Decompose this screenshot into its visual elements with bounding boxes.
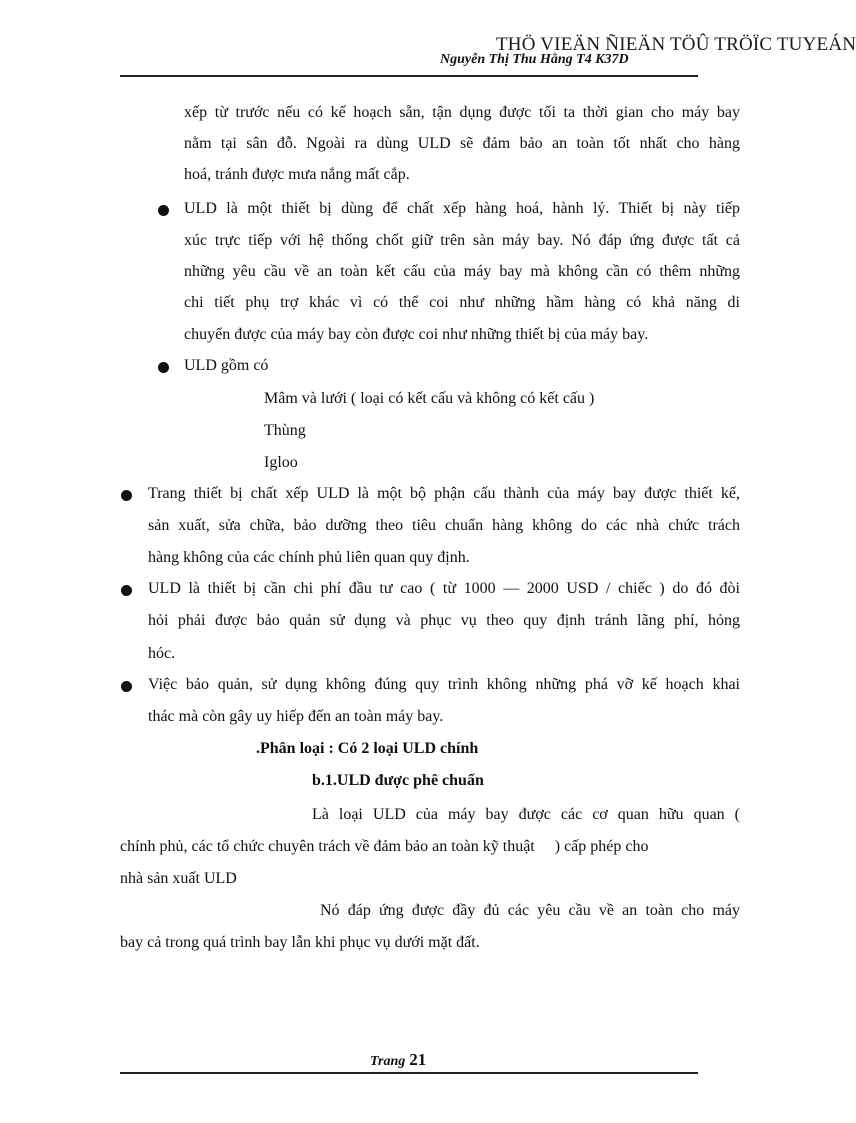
p7-line-3: nhà sản xuất ULD xyxy=(120,870,237,887)
header-author: Nguyễn Thị Thu Hằng T4 K37D xyxy=(440,52,629,67)
p3-line: ULD gồm có xyxy=(184,357,269,374)
p8-line-1: Nó đáp ứng được đầy đủ các yêu cầu về an toàn cho máy xyxy=(320,902,740,919)
p7-line-1: Là loại ULD của máy bay được các cơ quan hữu quan ( xyxy=(312,806,740,823)
footer-rule xyxy=(120,1072,698,1074)
p1-line-3: hoá, tránh được mưa nắng mất cắp. xyxy=(184,166,410,183)
p2-line-2: xúc trực tiếp với hệ thống chốt giữ trên sàn máy bay. Nó đáp ứng được tất cả xyxy=(184,232,740,249)
p3-item-3: Igloo xyxy=(264,454,298,471)
bullet-icon xyxy=(158,205,169,216)
page-footer xyxy=(370,1050,426,1070)
p6-line-1: Việc bảo quản, sử dụng không đúng quy trình không những phá vỡ kế hoạch khai xyxy=(148,676,740,693)
p1-line-2: nằm tại sân đỗ. Ngoài ra dùng ULD sẽ đảm bảo an toàn tốt nhất cho hàng xyxy=(184,135,740,152)
bullet-icon xyxy=(121,490,132,501)
p4-line-1: Trang thiết bị chất xếp ULD là một bộ phận cấu thành của máy bay được thiết kế, xyxy=(148,485,740,502)
p2-line-4: chi tiết phụ trợ khác vì có thể coi như những hầm hàng có khả năng di xyxy=(184,294,740,311)
p3-item-1: Mâm và lưới ( loại có kết cấu và không có kết cấu ) xyxy=(264,390,595,407)
p5-line-2: hỏi phải được bảo quản sử dụng và phục vụ theo quy định tránh lãng phí, hỏng xyxy=(148,612,740,629)
p3-item-2: Thùng xyxy=(264,422,306,439)
page-number: 21 xyxy=(409,1050,427,1069)
p2-line-3: những yêu cầu về an toàn kết cấu của máy bay mà không cần có thêm những xyxy=(184,263,740,280)
p4-line-3: hàng không của các chính phủ liên quan quy định. xyxy=(148,549,470,566)
p7-line-2: chính phủ, các tổ chức chuyên trách về đảm bảo an toàn kỹ thuật ) cấp phép cho xyxy=(120,838,649,855)
p5-line-1: ULD là thiết bị cần chi phí đầu tư cao ( từ 1000 — 2000 USD / chiếc ) do đó đòi xyxy=(148,580,740,597)
bullet-icon xyxy=(121,681,132,692)
bullet-icon xyxy=(158,362,169,373)
p4-line-2: sản xuất, sửa chữa, bảo dưỡng theo tiêu chuẩn hàng không do các nhà chức trách xyxy=(148,517,740,534)
header-watermark: THÖ VIEÄN ÑIEÄN TÖÛ TRÖÏC TUYEÁN xyxy=(496,34,856,55)
p1-line-1: xếp từ trước nếu có kế hoạch sẵn, tận dụng được tối ta thời gian cho máy bay xyxy=(184,104,740,121)
bullet-icon xyxy=(121,585,132,596)
section-heading: .Phân loại : Có 2 loại ULD chính xyxy=(256,740,479,757)
subsection-heading: b.1.ULD được phê chuẩn xyxy=(312,772,484,789)
p5-line-3: hóc. xyxy=(148,645,176,662)
p2-line-5: chuyển được của máy bay còn được coi như những thiết bị của máy bay. xyxy=(184,326,649,343)
p6-line-2: thác mà còn gây uy hiếp đến an toàn máy bay. xyxy=(148,708,444,725)
header-rule xyxy=(120,75,698,77)
page-label: Trang xyxy=(370,1054,406,1069)
p2-line-1: ULD là một thiết bị dùng để chất xếp hàng hoá, hành lý. Thiết bị này tiếp xyxy=(184,200,740,217)
p8-line-2: bay cả trong quá trình bay lẫn khi phục vụ dưới mặt đất. xyxy=(120,934,480,951)
